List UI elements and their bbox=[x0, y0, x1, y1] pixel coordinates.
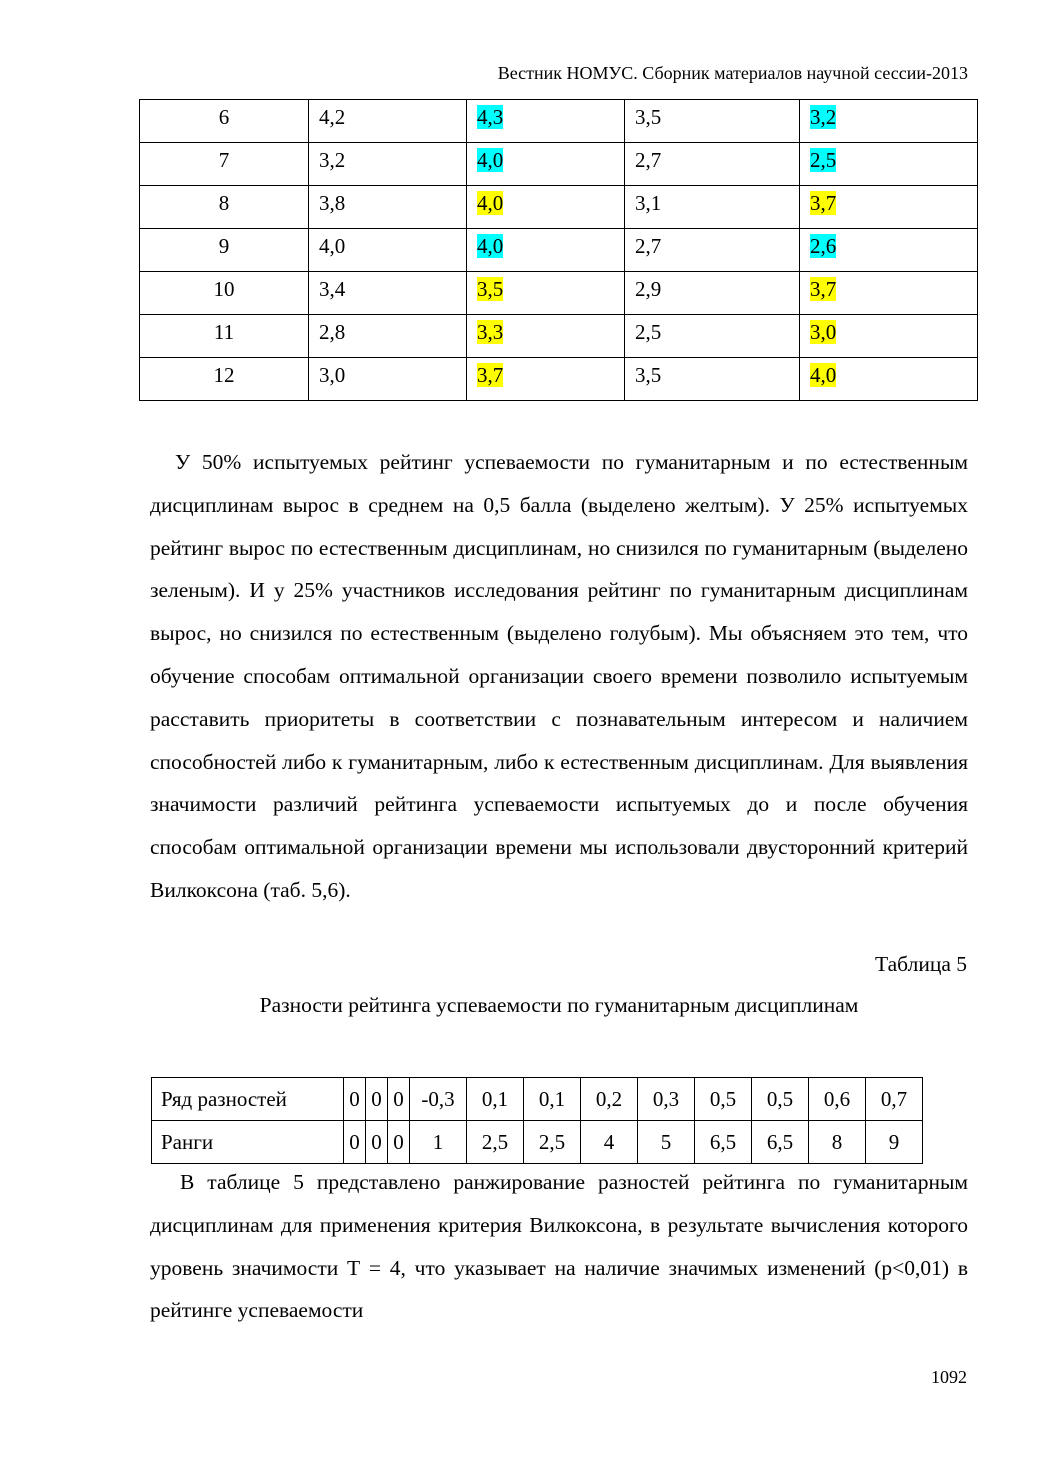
table-cell bbox=[140, 143, 309, 186]
cell-value: 2,6 bbox=[810, 234, 837, 258]
table-cell bbox=[309, 229, 467, 272]
difference-cell: 0,5 bbox=[752, 1078, 809, 1121]
table-cell bbox=[800, 358, 978, 401]
table-number: Таблица 5 bbox=[875, 952, 967, 976]
table-cell bbox=[800, 229, 978, 272]
difference-cell: 0,7 bbox=[866, 1078, 923, 1121]
difference-cell: 0,5 bbox=[695, 1078, 752, 1121]
table-cell bbox=[140, 315, 309, 358]
cell-value: 4,0 bbox=[810, 363, 837, 387]
ratings-table bbox=[139, 99, 978, 401]
cell-value: 3,3 bbox=[477, 320, 504, 344]
table-cell bbox=[467, 358, 625, 401]
table-cell bbox=[309, 100, 467, 143]
table-cell bbox=[625, 100, 800, 143]
table-cell bbox=[467, 186, 625, 229]
rank-cell: 2,5 bbox=[467, 1121, 524, 1164]
table-cell bbox=[625, 358, 800, 401]
table-cell bbox=[140, 272, 309, 315]
rank-cell: 9 bbox=[866, 1121, 923, 1164]
table-cell bbox=[467, 272, 625, 315]
cell-value: 3,1 bbox=[635, 191, 662, 215]
table-cell bbox=[140, 100, 309, 143]
rank-cell: 2,5 bbox=[524, 1121, 581, 1164]
row-label-ranks: Ранги bbox=[152, 1121, 344, 1164]
cell-value: 10 bbox=[213, 277, 235, 301]
running-header: Вестник НОМУС. Сборник материалов научной сессии-2013 bbox=[497, 63, 968, 83]
table-cell bbox=[467, 229, 625, 272]
difference-cell: 0,1 bbox=[524, 1078, 581, 1121]
difference-cell: 0,3 bbox=[638, 1078, 695, 1121]
table-cell bbox=[140, 186, 309, 229]
table-cell bbox=[625, 229, 800, 272]
table-cell bbox=[140, 358, 309, 401]
cell-value: 9 bbox=[218, 234, 230, 258]
difference-cell: 0 bbox=[344, 1078, 366, 1121]
cell-value: 2,7 bbox=[635, 234, 662, 258]
cell-value: 12 bbox=[213, 363, 235, 387]
cell-value: 3,5 bbox=[635, 105, 662, 129]
rank-cell: 0 bbox=[344, 1121, 366, 1164]
difference-cell: 0 bbox=[366, 1078, 388, 1121]
difference-cell: 0,1 bbox=[467, 1078, 524, 1121]
table-caption: Разности рейтинга успеваемости по гуманитарным дисциплинам bbox=[259, 993, 859, 1017]
cell-value: 4,0 bbox=[319, 234, 346, 258]
rank-cell: 8 bbox=[809, 1121, 866, 1164]
table-row bbox=[140, 186, 978, 229]
difference-cell: 0,2 bbox=[581, 1078, 638, 1121]
cell-value: 3,2 bbox=[319, 148, 346, 172]
table-cell bbox=[625, 272, 800, 315]
rank-cell: 6,5 bbox=[752, 1121, 809, 1164]
cell-value: 2,5 bbox=[635, 320, 662, 344]
table-cell bbox=[309, 315, 467, 358]
table-cell bbox=[800, 186, 978, 229]
rank-cell: 6,5 bbox=[695, 1121, 752, 1164]
table-cell bbox=[309, 186, 467, 229]
cell-value: 3,2 bbox=[810, 105, 837, 129]
cell-value: 4,3 bbox=[477, 105, 504, 129]
cell-value: 4,2 bbox=[319, 105, 346, 129]
cell-value: 4,0 bbox=[477, 191, 504, 215]
cell-value: 2,5 bbox=[810, 148, 837, 172]
cell-value: 6 bbox=[218, 105, 230, 129]
table-cell bbox=[309, 143, 467, 186]
table-cell bbox=[309, 358, 467, 401]
table-cell bbox=[625, 186, 800, 229]
table-cell bbox=[467, 315, 625, 358]
table-row bbox=[140, 100, 978, 143]
table-cell bbox=[625, 315, 800, 358]
rank-cell: 0 bbox=[388, 1121, 410, 1164]
difference-cell: -0,3 bbox=[410, 1078, 467, 1121]
table-cell bbox=[467, 143, 625, 186]
cell-value: 4,0 bbox=[477, 148, 504, 172]
cell-value: 2,8 bbox=[319, 320, 346, 344]
rank-cell: 5 bbox=[638, 1121, 695, 1164]
table-row bbox=[140, 358, 978, 401]
table-row bbox=[140, 315, 978, 358]
cell-value: 2,7 bbox=[635, 148, 662, 172]
cell-value: 2,9 bbox=[635, 277, 662, 301]
table-row bbox=[140, 143, 978, 186]
rank-cell: 4 bbox=[581, 1121, 638, 1164]
differences-table bbox=[151, 1077, 923, 1164]
cell-value: 3,5 bbox=[635, 363, 662, 387]
body-paragraph-2: В таблице 5 представлено ранжирование разностей рейтинга по гуманитарным дисциплинам для применения критерия Вилкоксона, в результате вычисления которого уровень значимости Т = 4, что указывает на наличие значимых изменений (р<0,01) в рейтинге успеваемости bbox=[150, 1170, 968, 1323]
cell-value: 3,4 bbox=[319, 277, 346, 301]
table-cell bbox=[800, 143, 978, 186]
difference-cell: 0,6 bbox=[809, 1078, 866, 1121]
rank-cell: 0 bbox=[366, 1121, 388, 1164]
cell-value: 3,0 bbox=[810, 320, 837, 344]
table-cell bbox=[625, 143, 800, 186]
table-cell bbox=[467, 100, 625, 143]
cell-value: 3,0 bbox=[319, 363, 346, 387]
table-cell bbox=[800, 100, 978, 143]
cell-value: 4,0 bbox=[477, 234, 504, 258]
table-cell bbox=[800, 315, 978, 358]
page-number: 1092 bbox=[931, 1367, 967, 1387]
cell-value: 3,7 bbox=[477, 363, 504, 387]
cell-value: 3,7 bbox=[810, 277, 837, 301]
table-cell bbox=[140, 229, 309, 272]
table-row bbox=[140, 272, 978, 315]
cell-value: 11 bbox=[213, 320, 235, 344]
rank-cell: 1 bbox=[410, 1121, 467, 1164]
cell-value: 8 bbox=[218, 191, 230, 215]
row-label-differences: Ряд разностей bbox=[152, 1078, 344, 1121]
cell-value: 7 bbox=[218, 148, 230, 172]
table-row bbox=[140, 229, 978, 272]
cell-value: 3,7 bbox=[810, 191, 837, 215]
cell-value: 3,8 bbox=[319, 191, 346, 215]
body-paragraph-1: У 50% испытуемых рейтинг успеваемости по гуманитарным и по естественным дисциплинам вырос в среднем на 0,5 балла (выделено желтым). У 25% испытуемых рейтинг вырос по естественным дисциплинам, но снизился по гуманитарным (выделено зеленым). И у 25% участников исследования рейтинг по гуманитарным дисциплинам вырос, но снизился по естественным (выделено голубым). Мы объясняем это тем, что обучение способам оптимальной организации своего времени позволило испытуемым расставить приоритеты в соответствии с познавательным интересом и наличием способностей либо к гуманитарным, либо к естественным дисциплинам. Для выявления значимости различий рейтинга успеваемости испытуемых до и после обучения способам оптимальной организации времени мы использовали двусторонний критерий Вилкоксона (таб. 5,6). bbox=[150, 450, 968, 902]
table-cell bbox=[800, 272, 978, 315]
cell-value: 3,5 bbox=[477, 277, 504, 301]
difference-cell: 0 bbox=[388, 1078, 410, 1121]
table-cell bbox=[309, 272, 467, 315]
